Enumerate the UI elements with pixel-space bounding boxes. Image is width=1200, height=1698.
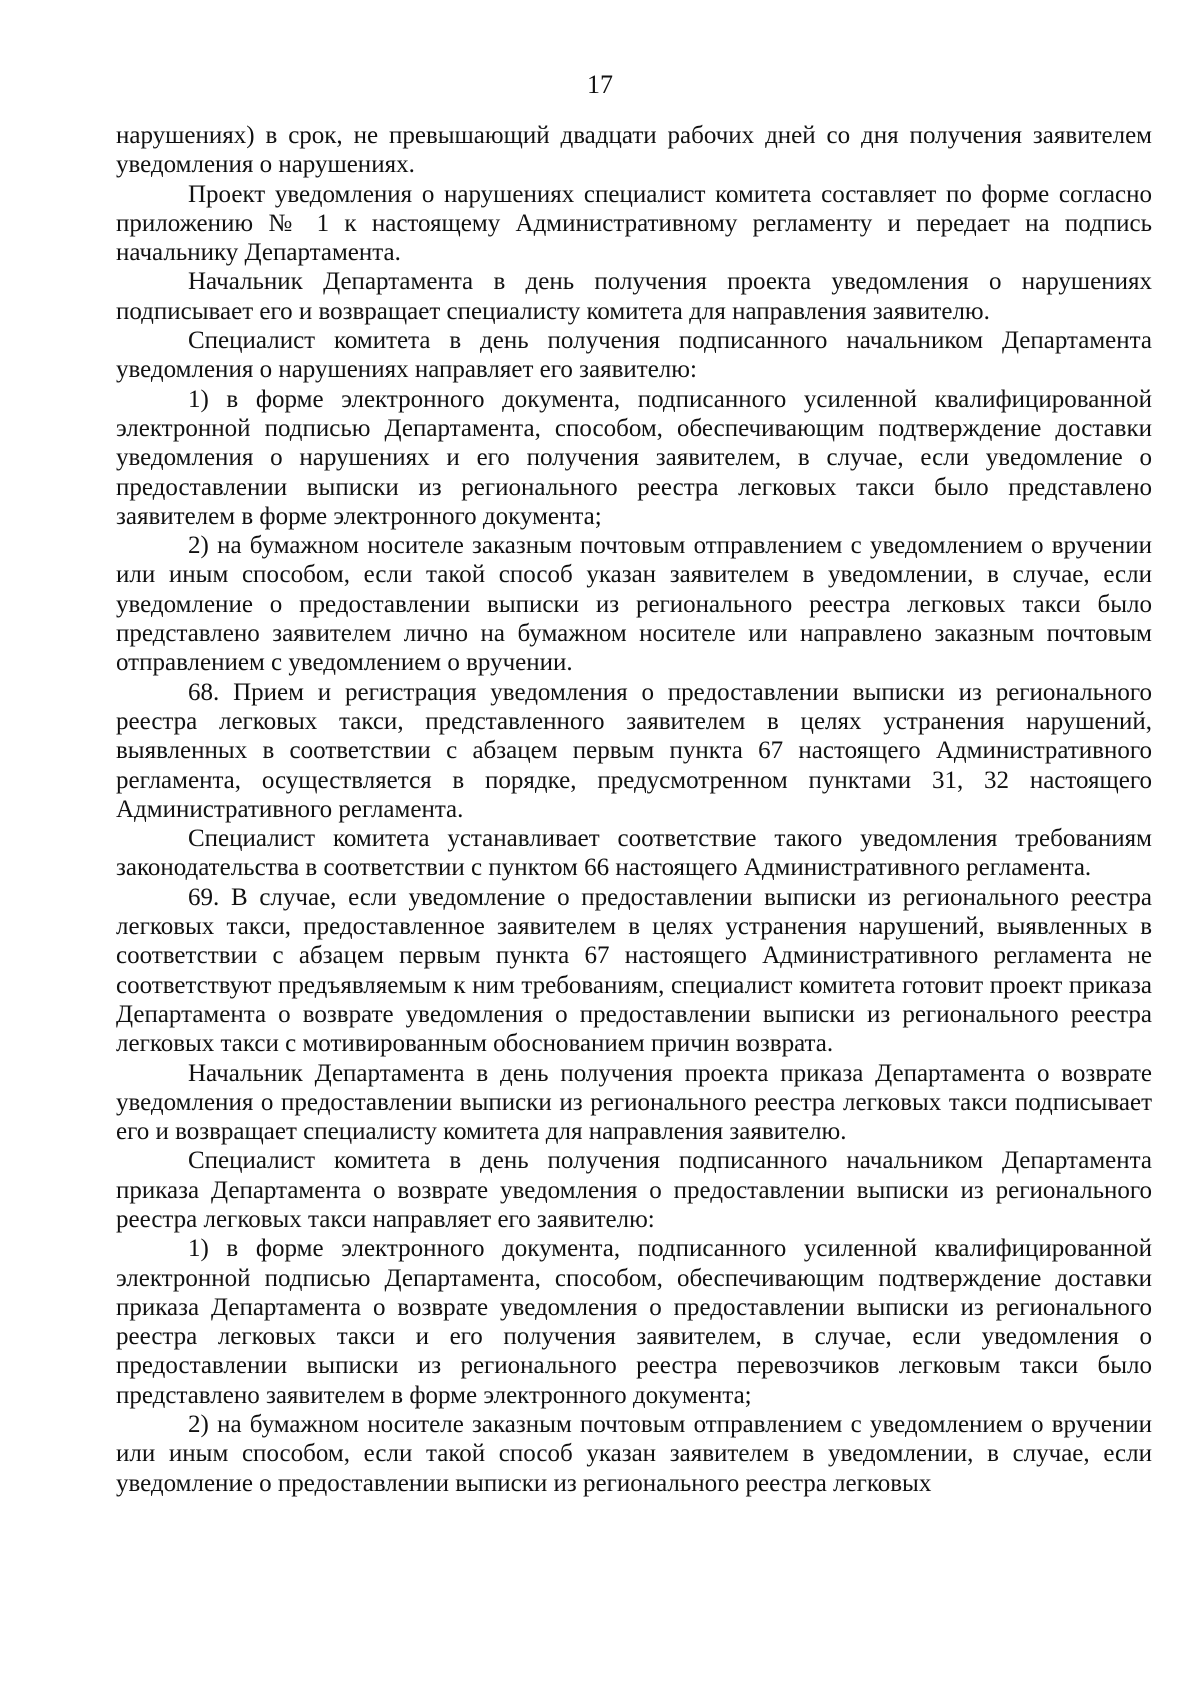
list-item-paragraph: 1) в форме электронного документа, подписанного усиленной квалифицированной электронной подписью Департамента, способом, обеспечивающим подтверждение доставки уведомления о нарушениях и его получения заявителем, в случае, если уведомление о предоставлении выписки из регионального реестра легковых такси было представлено заявителем в форме электронного документа;: [116, 385, 1152, 530]
list-item-paragraph: 2) на бумажном носителе заказным почтовым отправлением с уведомлением о вручении или иным способом, если такой способ указан заявителем в уведомлении, в случае, если уведомление о предоставлении выписки из регионального реестра легковых такси было представлено заявителем лично на бумажном носителе или направлено заказным почтовым отправлением с уведомлением о вручении.: [116, 532, 1152, 677]
document-body: [116, 121, 1152, 1498]
paragraph: Начальник Департамента в день получения проекта приказа Департамента о возврате уведомления о предоставлении выписки из регионального реестра легковых такси подписывает его и возвращает специалисту комитета для направления заявителю.: [116, 1059, 1152, 1146]
numbered-clause-68: 68. Прием и регистрация уведомления о предоставлении выписки из регионального реестра легковых такси, представленного заявителем в целях устранения нарушений, выявленных в соответствии с абзацем первым пункта 67 настоящего Административного регламента, осуществляется в порядке, предусмотренном пунктами 31, 32 настоящего Административного регламента.: [116, 678, 1152, 823]
numbered-clause-69: 69. В случае, если уведомление о предоставлении выписки из регионального реестра легковых такси, предоставленное заявителем в целях устранения нарушений, выявленных в соответствии с абзацем первым пункта 67 настоящего Административного регламента не соответствуют предъявляемым к ним требованиям, специалист комитета готовит проект приказа Департамента о возврате уведомления о предоставлении выписки из регионального реестра легковых такси с мотивированным обоснованием причин возврата.: [116, 883, 1152, 1058]
list-item-paragraph: 2) на бумажном носителе заказным почтовым отправлением с уведомлением о вручении или иным способом, если такой способ указан заявителем в уведомлении, в случае, если уведомление о предоставлении выписки из регионального реестра легковых: [116, 1411, 1152, 1497]
paragraph: Специалист комитета в день получения подписанного начальником Департамента приказа Департамента о возврате уведомления о предоставлении выписки из регионального реестра легковых такси направляет его заявителю:: [116, 1147, 1152, 1233]
page-number: 17: [587, 70, 613, 99]
list-item-paragraph: 1) в форме электронного документа, подписанного усиленной квалифицированной электронной подписью Департамента, способом, обеспечивающим подтверждение доставки приказа Департамента о возврате уведомления о предоставлении выписки из регионального реестра легковых такси и его получения заявителем, в случае, если уведомления о предоставлении выписки из регионального реестра перевозчиков легковым такси было представлено заявителем в форме электронного документа;: [116, 1235, 1152, 1409]
paragraph: Начальник Департамента в день получения проекта уведомления о нарушениях подписывает его и возвращает специалисту комитета для направления заявителю.: [116, 268, 1152, 325]
paragraph: Проект уведомления о нарушениях специалист комитета составляет по форме согласно приложению № 1 к настоящему Административному регламенту и передает на подпись начальнику Департамента.: [116, 180, 1152, 267]
paragraph: Специалист комитета устанавливает соответствие такого уведомления требованиям законодательства в соответствии с пунктом 66 настоящего Административного регламента.: [116, 825, 1152, 882]
paragraph: Специалист комитета в день получения подписанного начальником Департамента уведомления о нарушениях направляет его заявителю:: [116, 327, 1152, 384]
paragraph: нарушениях) в срок, не превышающий двадцати рабочих дней со дня получения заявителем уведомления о нарушениях.: [116, 122, 1152, 179]
